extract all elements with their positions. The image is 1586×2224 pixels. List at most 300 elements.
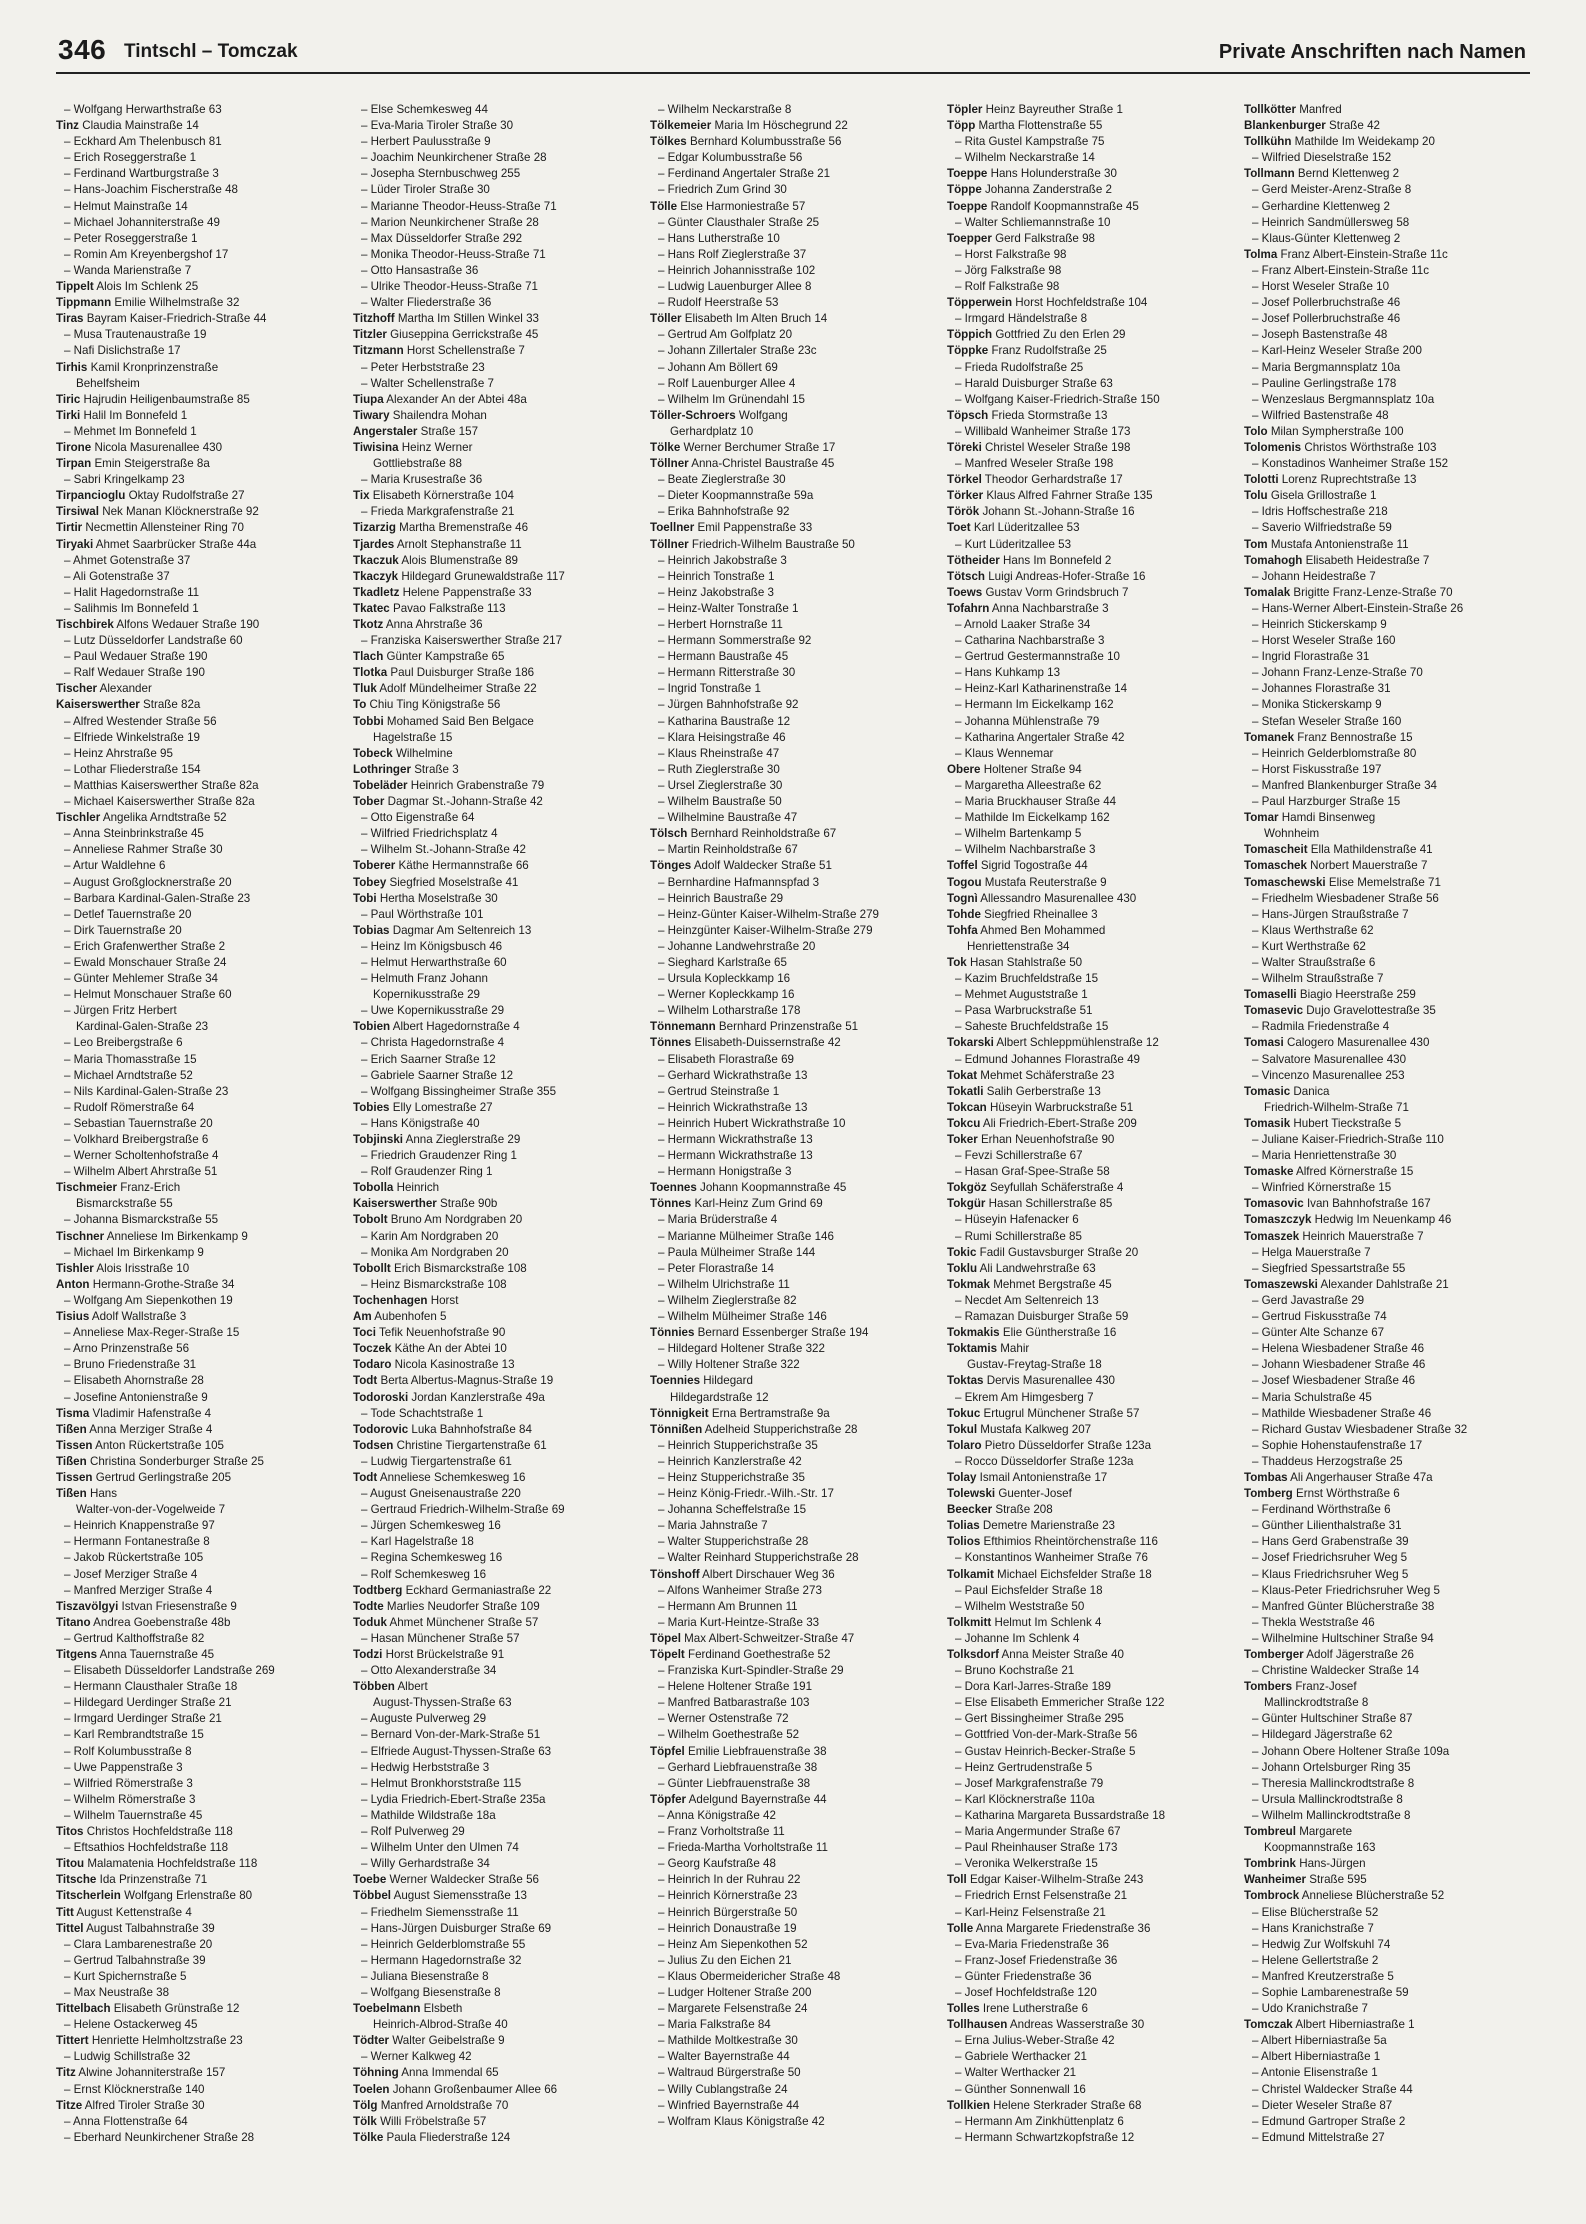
directory-entry: Tiwisina Heinz Werner	[353, 440, 473, 454]
directory-entry: – Johann Franz-Lenze-Straße 70	[1252, 666, 1423, 680]
surname: Toebe	[353, 1873, 387, 1887]
directory-entry: – Rolf Pulverweg 29	[361, 1825, 465, 1839]
surname: Titscherlein	[56, 1889, 121, 1903]
directory-entry: – Heinz Gertrudenstraße 5	[955, 1760, 1093, 1774]
surname: Tokat	[947, 1068, 978, 1082]
directory-entry: – Werner Scholtenhofstraße 4	[64, 1149, 219, 1163]
surname: Tizarzig	[353, 521, 396, 535]
directory-entry: – Friedhelm Wiesbadener Straße 56	[1252, 891, 1439, 905]
directory-entry: – Gerhard Liebfrauenstraße 38	[658, 1760, 818, 1774]
surname: Toberer	[353, 859, 396, 873]
surname: Tolksdorf	[947, 1648, 999, 1661]
directory-entry: – Karl-Heinz Felsenstraße 21	[955, 1905, 1106, 1919]
directory-entry: – Mathilde Moltkestraße 30	[658, 2034, 798, 2048]
directory-entry: – Veronika Welkerstraße 15	[955, 1857, 1098, 1871]
surname: Toeppe	[947, 167, 988, 181]
directory-entry: – Johanne Im Schlenk 4	[955, 1631, 1080, 1645]
surname: Tobolt	[353, 1213, 388, 1227]
directory-entry: – Julius Zu den Eichen 21	[658, 1953, 792, 1967]
directory-entry: Tkadletz Helene Pappenstraße 33	[353, 585, 532, 599]
directory-entry: Tiric Hajrudin Heiligenbaumstraße 85	[56, 392, 250, 406]
surname: Tobjinski	[353, 1133, 404, 1146]
directory-entry: – Joseph Bastenstraße 48	[1252, 328, 1388, 342]
surname: Wanheimer	[1244, 1873, 1307, 1887]
directory-entry: Tokmakis Elie Güntherstraße 16	[947, 1326, 1117, 1340]
directory-entry: – Martin Reinholdstraße 67	[658, 843, 798, 857]
directory-entry: Tolle Anna Margarete Friedenstraße 36	[947, 1921, 1151, 1935]
directory-entry: Tönnes Karl-Heinz Zum Grind 69	[650, 1197, 823, 1211]
surname: Tomberg	[1244, 1487, 1293, 1501]
directory-entry: – Erich Roseggerstraße 1	[64, 151, 197, 165]
directory-entry: – Kurt Lüderitzallee 53	[955, 537, 1072, 551]
directory-entry: – Irmgard Händelstraße 8	[955, 312, 1088, 326]
directory-entry: – Otto Hansastraße 36	[361, 263, 479, 277]
surname: Töpel	[650, 1631, 681, 1645]
directory-entry: – Elisabeth Florastraße 69	[658, 1052, 794, 1066]
surname: Tokatli	[947, 1084, 984, 1098]
directory-entry: Tönshoff Albert Dirschauer Weg 36	[650, 1567, 835, 1581]
directory-entry: – Rolf Falkstraße 98	[955, 280, 1060, 294]
surname: Tölke	[650, 440, 681, 454]
directory-entry: Tombrink Hans-Jürgen	[1244, 1857, 1366, 1871]
directory-entry: Tohfa Ahmed Ben Mohammed	[947, 923, 1106, 937]
directory-entry: Tolomenis Christos Wörthstraße 103	[1244, 440, 1437, 454]
directory-entry: – Halit Hagedornstraße 11	[64, 585, 200, 599]
directory-entry: – Heinrich Donaustraße 19	[658, 1921, 797, 1935]
surname: Tirpancioglu	[56, 489, 126, 503]
directory-entry: – Hans-Joachim Fischerstraße 48	[64, 183, 238, 197]
directory-entry: Töller-Schroers Wolfgang	[650, 408, 788, 422]
directory-entry: Kaiserswerther Straße 90b	[353, 1197, 498, 1211]
directory-entry: – Wolfgang Herwarthstraße 63	[64, 103, 222, 116]
surname: Tirone	[56, 440, 92, 454]
surname: Tisma	[56, 1406, 90, 1420]
surname: Tölsch	[650, 827, 688, 841]
directory-entry: Toci Tefik Neuenhofstraße 90	[353, 1326, 506, 1340]
directory-entry: – Ursel Zieglerstraße 30	[658, 778, 783, 792]
directory-entry: Todoroski Jordan Kanzlerstraße 49a	[353, 1390, 545, 1404]
directory-entry: – Idris Hoffschestraße 218	[1252, 505, 1388, 519]
directory-entry: – Bernard Von-der-Mark-Straße 51	[361, 1728, 541, 1742]
directory-entry: Tolaro Pietro Düsseldorfer Straße 123a	[947, 1438, 1152, 1452]
surname: Tiryaki	[56, 537, 94, 551]
directory-entry: Todsen Christine Tiergartenstraße 61	[353, 1438, 547, 1452]
directory-entry: – Bruno Kochstraße 21	[955, 1664, 1075, 1678]
directory-entry: – Werner Kopleckkamp 16	[658, 988, 795, 1002]
directory-entry: – Salvatore Masurenallee 430	[1252, 1052, 1407, 1066]
surname: Tobias	[353, 923, 390, 937]
directory-entry: – Günter Hultschiner Straße 87	[1252, 1712, 1413, 1726]
directory-entry: – Hermann Schwartzkopfstraße 12	[955, 2130, 1135, 2144]
directory-entry: Tolo Milan Sympherstraße 100	[1244, 424, 1404, 438]
directory-entry: – Wanda Marienstraße 7	[64, 263, 192, 277]
directory-entry: – Marianne Theodor-Heuss-Straße 71	[361, 199, 557, 213]
surname: Tirhis	[56, 360, 88, 374]
directory-entry: Tokgür Hasan Schillerstraße 85	[947, 1197, 1113, 1211]
directory-entry: Tisma Vladimir Hafenstraße 4	[56, 1406, 212, 1420]
directory-entry: – Günther Lilienthalstraße 31	[1252, 1519, 1402, 1533]
directory-entry: – Horst Falkstraße 98	[955, 247, 1067, 261]
directory-entry: – Monika Theodor-Heuss-Straße 71	[361, 247, 546, 261]
surname: Toepper	[947, 231, 992, 245]
directory-entry: – Friedrich Graudenzer Ring 1	[361, 1149, 517, 1163]
directory-entry: – Konstadinos Wanheimer Straße 152	[1252, 457, 1449, 471]
directory-entry: – Lothar Fliederstraße 154	[64, 762, 201, 776]
directory-entry: Tobies Elly Lomestraße 27	[353, 1100, 493, 1114]
directory-entry: – Wilfried Dieselstraße 152	[1252, 151, 1392, 165]
directory-entry: Titzmann Horst Schellenstraße 7	[353, 344, 525, 358]
directory-entry: Tomaske Alfred Körnerstraße 15	[1244, 1165, 1414, 1179]
directory-entry: – Manfred Merziger Straße 4	[64, 1583, 213, 1597]
directory-entry: – Juliane Kaiser-Friedrich-Straße 110	[1252, 1133, 1444, 1146]
directory-entry: – Wilhelm St.-Johann-Straße 42	[361, 843, 526, 857]
directory-entry: – Gabriele Saarner Straße 12	[361, 1068, 514, 1082]
surname: Beecker	[947, 1503, 993, 1517]
directory-entry: Hagelstraße 15	[373, 730, 453, 744]
directory-entry: Tombers Franz-Josef	[1244, 1680, 1357, 1694]
directory-entry: – Klaus-Günter Klettenweg 2	[1252, 231, 1401, 245]
directory-entry: – Wilfried Bastenstraße 48	[1252, 408, 1389, 422]
directory-entry: – Erika Bahnhofstraße 92	[658, 505, 790, 519]
directory-entry: Titgens Anna Tauernstraße 45	[56, 1648, 215, 1661]
surname: Toczek	[353, 1342, 392, 1356]
surname: Tomascheit	[1244, 843, 1308, 857]
directory-entry: – Alfons Wanheimer Straße 273	[658, 1583, 822, 1597]
directory-entry: Gerhardplatz 10	[670, 424, 754, 438]
directory-entry: – Salihmis Im Bonnefeld 1	[64, 601, 199, 615]
directory-entry: Titze Alfred Tiroler Straße 30	[56, 2098, 205, 2112]
directory-entry: – Regina Schemkesweg 16	[361, 1551, 503, 1565]
directory-entry: – Ferdinand Wörthstraße 6	[1252, 1503, 1391, 1517]
directory-entry: Tölsch Bernhard Reinholdstraße 67	[650, 827, 837, 841]
directory-entry: – Eva-Maria Tiroler Straße 30	[361, 119, 514, 133]
directory-entry: Tomaschek Norbert Mauerstraße 7	[1244, 859, 1428, 873]
directory-entry: Tolotti Lorenz Ruprechtstraße 13	[1244, 473, 1417, 487]
directory-entry: – Hermann Ritterstraße 30	[658, 666, 796, 680]
directory-entry: – Elfriede August-Thyssen-Straße 63	[361, 1744, 552, 1758]
directory-entry: Tönnemann Bernhard Prinzenstraße 51	[650, 1020, 859, 1034]
directory-entry: – Karl Rembrandtstraße 15	[64, 1728, 204, 1742]
directory-entry: – Ferdinand Wartburgstraße 3	[64, 167, 219, 181]
directory-entry: Tombrock Anneliese Blücherstraße 52	[1244, 1889, 1445, 1903]
directory-entry: – Thaddeus Herzogstraße 25	[1252, 1454, 1403, 1468]
surname: Toellner	[650, 521, 695, 535]
directory-entry: – Kurt Spichernstraße 5	[64, 1969, 187, 1983]
directory-entry: Tirpancioglu Oktay Rudolfstraße 27	[56, 489, 245, 503]
directory-entry: – Sebastian Tauernstraße 20	[64, 1116, 213, 1130]
directory-entry: Tiszavölgyi Istvan Friesenstraße 9	[56, 1599, 237, 1613]
surname: Anton	[56, 1277, 90, 1291]
directory-entry: – Johanna Scheffelstraße 15	[658, 1503, 807, 1517]
directory-entry: Tißen Hans	[56, 1487, 118, 1501]
directory-entry: – Hermann Wickrathstraße 13	[658, 1133, 813, 1146]
directory-entry: – Johann Ortelsburger Ring 35	[1252, 1760, 1411, 1774]
directory-entry: Töpel Max Albert-Schweitzer-Straße 47	[650, 1631, 855, 1645]
directory-entry: – Wolfgang Biesenstraße 8	[361, 1985, 501, 1999]
directory-entry: – Heinz-Walter Tonstraße 1	[658, 601, 799, 615]
surname: Tombreul	[1244, 1825, 1296, 1839]
directory-entry: – Horst Fiskusstraße 197	[1252, 762, 1382, 776]
directory-entry: – Helene Ostackerweg 45	[64, 2018, 198, 2032]
surname: Titsche	[56, 1873, 97, 1887]
directory-entry: Töpelt Ferdinand Goethestraße 52	[650, 1648, 831, 1661]
directory-entry: – Else Schemkesweg 44	[361, 103, 488, 116]
directory-entry: – Heinrich Körnerstraße 23	[658, 1889, 798, 1903]
directory-entry: Titos Christos Hochfeldstraße 118	[56, 1825, 233, 1839]
directory-entry: – Uwe Kopernikusstraße 29	[361, 1004, 505, 1018]
directory-entry: – Heinz König-Friedr.-Wilh.-Str. 17	[658, 1487, 834, 1501]
directory-entry: Tirone Nicola Masurenallee 430	[56, 440, 223, 454]
surname: Tober	[353, 795, 385, 809]
directory-entry: Toepper Gerd Falkstraße 98	[947, 231, 1095, 245]
surname: Tokarski	[947, 1036, 994, 1050]
directory-entry: – Wolfgang Am Siepenkothen 19	[64, 1293, 233, 1307]
directory-entry: – Rolf Kolumbusstraße 8	[64, 1744, 192, 1758]
directory-entry: – Albert Hiberniastraße 5a	[1252, 2034, 1387, 2048]
directory-entry: – Winfried Körnerstraße 15	[1252, 1181, 1392, 1195]
directory-entry: – Michael Im Birkenkamp 9	[64, 1245, 204, 1259]
directory-entry: – Helmut Mainstraße 14	[64, 199, 188, 213]
surname: Tischner	[56, 1229, 105, 1243]
directory-entry: – Maria Bruckhauser Straße 44	[955, 795, 1117, 809]
directory-entry: – Heinrich Jakobstraße 3	[658, 553, 787, 567]
directory-entry: – Günther Sonnenwall 16	[955, 2082, 1086, 2096]
surname: Tollkien	[947, 2098, 990, 2112]
directory-entry: – Michael Johanniterstraße 49	[64, 215, 220, 229]
directory-entry: – Albert Hiberniastraße 1	[1252, 2050, 1381, 2064]
directory-entry: Tirtir Necmettin Allensteiner Ring 70	[56, 521, 244, 535]
directory-entry: Töppich Gottfried Zu den Erlen 29	[947, 328, 1126, 342]
surname: Törkel	[947, 473, 982, 487]
surname: Tkatec	[353, 601, 390, 615]
surname: Tolu	[1244, 489, 1268, 503]
directory-entry: Tittert Henriette Helmholtzstraße 23	[56, 2034, 243, 2048]
directory-entry: Tobey Siegfried Moselstraße 41	[353, 875, 519, 889]
directory-entry: Henriettenstraße 34	[967, 939, 1070, 953]
directory-entry: Tofahrn Anna Nachbarstraße 3	[947, 601, 1109, 615]
surname: Tönnemann	[650, 1020, 716, 1034]
directory-entry: Török Johann St.-Johann-Straße 16	[947, 505, 1135, 519]
directory-entry: – Winfried Bayernstraße 44	[658, 2098, 800, 2112]
surname: Titt	[56, 1905, 74, 1919]
directory-entry: – Elisabeth Düsseldorfer Landstraße 269	[64, 1664, 275, 1678]
directory-entry: Tolksdorf Anna Meister Straße 40	[947, 1648, 1124, 1661]
directory-entry: – Günter Mehlemer Straße 34	[64, 972, 219, 986]
directory-entry: Tomasevic Dujo Gravelottestraße 35	[1244, 1004, 1436, 1018]
directory-entry: Tollkötter Manfred	[1244, 103, 1342, 116]
directory-entry: – Edgar Kolumbusstraße 56	[658, 151, 803, 165]
directory-entry: Tomascheit Ella Mathildenstraße 41	[1244, 843, 1433, 857]
directory-entry: Tombas Ali Angerhauser Straße 47a	[1244, 1470, 1433, 1484]
directory-entry: – Udo Kranichstraße 7	[1252, 2002, 1368, 2016]
directory-entry: – Mathilde Wildstraße 18a	[361, 1808, 496, 1822]
directory-entry: – Wilhelm Neckarstraße 14	[955, 151, 1095, 165]
directory-entry: – Pasa Warbruckstraße 51	[955, 1004, 1093, 1018]
directory-entry: – Klaus-Peter Friedrichsruher Weg 5	[1252, 1583, 1440, 1597]
surname: Tomaszek	[1244, 1229, 1300, 1243]
directory-entry: – Helmut Monschauer Straße 60	[64, 988, 232, 1002]
surname: Toennes	[650, 1181, 697, 1195]
surname: Toktas	[947, 1374, 984, 1388]
directory-entry: – Wilhelmine Baustraße 47	[658, 811, 798, 825]
directory-entry: – Heinrich Stupperichstraße 35	[658, 1438, 818, 1452]
surname: Tombrink	[1244, 1857, 1296, 1871]
surname: Tolotti	[1244, 473, 1279, 487]
directory-entry: – Hedwig Zur Wolfskuhl 74	[1252, 1937, 1391, 1951]
surname: Tölkes	[650, 135, 687, 149]
directory-entry: – Elise Blücherstraße 52	[1252, 1905, 1379, 1919]
directory-entry: – Klaus Rheinstraße 47	[658, 746, 780, 760]
directory-entry: Todaro Nicola Kasinostraße 13	[353, 1358, 515, 1372]
directory-entry: Tollmann Bernd Klettenweg 2	[1244, 167, 1400, 181]
surname: Tomanek	[1244, 730, 1295, 744]
directory-entry: – Gert Bissingheimer Straße 295	[955, 1712, 1124, 1726]
directory-entry: – Walter Schliemannstraße 10	[955, 215, 1111, 229]
directory-entry: Tobbi Mohamed Said Ben Belgace	[353, 714, 534, 728]
surname: Tölkemeier	[650, 119, 712, 133]
surname: Töpler	[947, 103, 983, 116]
surname: Tlach	[353, 650, 384, 664]
directory-entry: – Beate Zieglerstraße 30	[658, 473, 786, 487]
directory-entry: – Margaretha Alleestraße 62	[955, 778, 1102, 792]
surname: Tolewski	[947, 1487, 996, 1501]
surname: Todtberg	[353, 1583, 403, 1597]
directory-entry: Tolu Gisela Grillostraße 1	[1244, 489, 1377, 503]
directory-entry: – Werner Kalkweg 42	[361, 2050, 472, 2064]
directory-entry: To Chiu Ting Königstraße 56	[353, 698, 501, 712]
directory-entry: Törker Klaus Alfred Fahrner Straße 135	[947, 489, 1153, 503]
directory-entry: – Mathilde Im Eickelkamp 162	[955, 811, 1110, 825]
directory-entry: Tolles Irene Lutherstraße 6	[947, 2002, 1088, 2016]
directory-entry: – Willy Gerhardstraße 34	[361, 1857, 490, 1871]
directory-entry: Tisius Adolf Wallstraße 3	[56, 1310, 187, 1324]
surname: Tomczak	[1244, 2018, 1293, 2032]
directory-entry: – Catharina Nachbarstraße 3	[955, 634, 1105, 648]
surname: Am	[353, 1310, 372, 1324]
directory-entry: – Hans Lutherstraße 10	[658, 231, 780, 245]
directory-entry: – Franz-Josef Friedenstraße 36	[955, 1953, 1118, 1967]
directory-entry: – Wilhelm Lotharstraße 178	[658, 1004, 801, 1018]
directory-entry: Toet Karl Lüderitzallee 53	[947, 521, 1080, 535]
directory-entry: – Johann Heidestraße 7	[1252, 569, 1376, 583]
surname: Tomberger	[1244, 1648, 1304, 1661]
directory-entry: – Anneliese Rahmer Straße 30	[64, 843, 223, 857]
directory-entry: – Anneliese Max-Reger-Straße 15	[64, 1326, 240, 1340]
surname: Tolios	[947, 1535, 981, 1549]
directory-entry: Tittelbach Elisabeth Grünstraße 12	[56, 2002, 240, 2016]
directory-entry: – Hildegard Jägerstraße 62	[1252, 1728, 1393, 1742]
surname: Tiupa	[353, 392, 384, 406]
directory-entry: – Helmut Herwarthstraße 60	[361, 955, 507, 969]
directory-entry: – Jürgen Schemkesweg 16	[361, 1519, 501, 1533]
surname: Töpelt	[650, 1648, 685, 1661]
directory-entry: – Walter Straußstraße 6	[1252, 955, 1376, 969]
directory-entry: Mallinckrodtstraße 8	[1264, 1696, 1369, 1710]
directory-entry: – Lydia Friedrich-Ebert-Straße 235a	[361, 1792, 546, 1806]
directory-entry: – Saverio Wilfriedstraße 59	[1252, 521, 1392, 535]
directory-entry: – Ursula Kopleckkamp 16	[658, 972, 791, 986]
directory-entry: – Paula Mülheimer Straße 144	[658, 1245, 816, 1259]
directory-entry: Todzi Horst Brückelstraße 91	[353, 1648, 505, 1661]
surname: Tobey	[353, 875, 387, 889]
directory-entry: – Clara Lambarenestraße 20	[64, 1937, 213, 1951]
directory-entry: – Max Neustraße 38	[64, 1985, 170, 1999]
directory-entry: – Dora Karl-Jarres-Straße 189	[955, 1680, 1111, 1694]
directory-entry: – Gertrud Fiskusstraße 74	[1252, 1310, 1387, 1324]
directory-entry: – Rudolf Heerstraße 53	[658, 296, 779, 310]
directory-entry: Tobjinski Anna Zieglerstraße 29	[353, 1133, 521, 1146]
directory-entry: Tischner Anneliese Im Birkenkamp 9	[56, 1229, 248, 1243]
directory-entry: August-Thyssen-Straße 63	[373, 1696, 512, 1710]
surname: Toker	[947, 1133, 978, 1146]
directory-entry: – Klara Heisingstraße 46	[658, 730, 786, 744]
directory-entry: Tobias Dagmar Am Seltenreich 13	[353, 923, 532, 937]
directory-entry: Töreki Christel Weseler Straße 198	[947, 440, 1131, 454]
directory-entry: Tomasovic Ivan Bahnhofstraße 167	[1244, 1197, 1431, 1211]
directory-entry: – Herbert Paulusstraße 9	[361, 135, 491, 149]
directory-entry: Tötheider Hans Im Bonnefeld 2	[947, 553, 1112, 567]
surname: Tönnigkeit	[650, 1406, 709, 1420]
surname: Titzmann	[353, 344, 404, 358]
surname: Tokgür	[947, 1197, 986, 1211]
surname: Tishler	[56, 1261, 94, 1275]
surname: Titze	[56, 2098, 83, 2112]
directory-entry: – Johanna Bismarckstraße 55	[64, 1213, 219, 1227]
directory-entry: – Heinrich Johannisstraße 102	[658, 263, 816, 277]
directory-entry: – Walter Fliederstraße 36	[361, 296, 492, 310]
surname: Tissen	[56, 1438, 93, 1452]
directory-entry: – Hermann Honigstraße 3	[658, 1165, 792, 1179]
directory-entry: – Sabri Kringelkamp 23	[64, 473, 185, 487]
directory-entry: Tönnies Bernard Essenberger Straße 194	[650, 1326, 869, 1340]
directory-entry: – Friedhelm Siemensstraße 11	[361, 1905, 519, 1919]
directory-entry: – Elfriede Winkelstraße 19	[64, 730, 200, 744]
directory-entry: – Edmund Gartroper Straße 2	[1252, 2114, 1406, 2128]
surname: Tinz	[56, 119, 79, 133]
directory-entry: – Sophie Hohenstaufenstraße 17	[1252, 1438, 1423, 1452]
directory-entry: – Ulrike Theodor-Heuss-Straße 71	[361, 280, 538, 294]
directory-entry: – Josef Friedrichsruher Weg 5	[1252, 1551, 1408, 1565]
surname: Tobeläder	[353, 778, 408, 792]
directory-entry: Tomanek Franz Bennostraße 15	[1244, 730, 1413, 744]
directory-entry: – Christine Waldecker Straße 14	[1252, 1664, 1420, 1678]
surname: Toelen	[353, 2082, 390, 2096]
directory-entry: – Paul Wedauer Straße 190	[64, 650, 208, 664]
directory-entry: – Günter Friedenstraße 36	[955, 1969, 1092, 1983]
directory-entry: Tobollt Erich Bismarckstraße 108	[353, 1261, 527, 1275]
directory-entry: Toczek Käthe An der Abtei 10	[353, 1342, 507, 1356]
surname: Tippmann	[56, 296, 112, 310]
directory-entry: – Wilhelm Mallinckrodtstraße 8	[1252, 1808, 1411, 1822]
directory-entry: – Lutz Düsseldorfer Landstraße 60	[64, 634, 243, 648]
directory-entry: Tomasik Hubert Tieckstraße 5	[1244, 1116, 1402, 1130]
directory-entry: – Katharina Baustraße 12	[658, 714, 791, 728]
directory-entry: Töppe Johanna Zanderstraße 2	[947, 183, 1112, 197]
surname: Tlotka	[353, 666, 388, 680]
surname: Tönges	[650, 859, 692, 873]
directory-entry: Heinrich-Albrod-Straße 40	[373, 2018, 508, 2032]
surname: Obere	[947, 762, 981, 776]
directory-entry: Tölke Werner Berchumer Straße 17	[650, 440, 836, 454]
surname: Tix	[353, 489, 370, 503]
surname: Tollkötter	[1244, 103, 1296, 116]
directory-entry: – Gertrud Talbahnstraße 39	[64, 1953, 206, 1967]
directory-entry: – Josef Markgrafenstraße 79	[955, 1776, 1104, 1790]
directory-entry: – Ralf Wedauer Straße 190	[64, 666, 205, 680]
surname: Tödter	[353, 2034, 390, 2048]
surname: Tollhausen	[947, 2018, 1008, 2032]
surname: Tolomenis	[1244, 440, 1302, 454]
